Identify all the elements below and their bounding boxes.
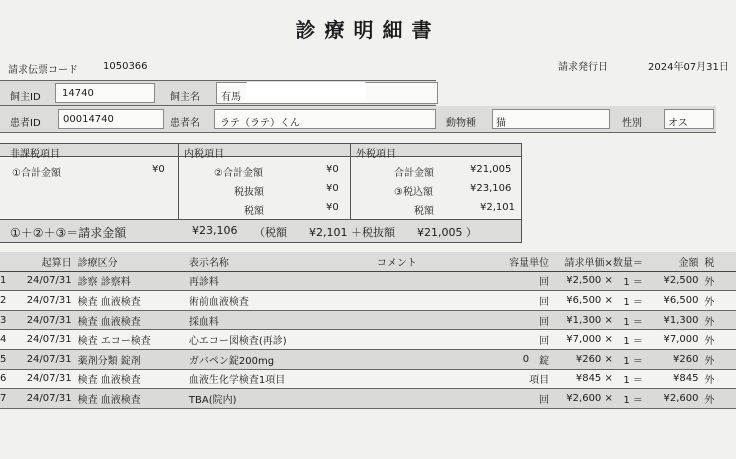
patient-id: 00014740 [63,114,114,125]
species-box [492,109,610,129]
sex: オス [668,118,688,129]
row-tax: 外 [698,330,714,350]
summary-tax-breakdown: （税額 ¥2,101 ＋税抜額 ¥21,005 ） [254,226,477,239]
inner-tax: ¥0 [326,202,339,213]
header-price: 請求単価× [549,252,613,271]
row-volume [438,310,529,330]
summary-amount: ¥23,106 [192,224,238,237]
row-price: ¥260 × [549,349,613,369]
outer-incl: ¥23,106 [470,183,512,194]
species-label: 動物種 [446,118,476,129]
inner-tax-header: 内税項目 [184,149,224,160]
row-category: 検査 血液検査 [72,389,189,409]
row-price: ¥6,500 × [549,291,613,311]
items-table [0,252,736,409]
row-name: TBA(院内) [189,389,439,409]
row-amount: ¥2,600 [643,389,699,409]
nontax-total: ¥0 [152,164,165,175]
row-price: ¥2,600 × [549,389,613,409]
redacted-owner-name [246,82,366,101]
row-no: 2 [0,291,24,311]
row-tax: 外 [698,349,714,369]
row-qty: 1 ＝ [613,349,643,369]
row-name: 血液生化学検査1項目 [189,369,439,389]
row-qty: 1 ＝ [613,369,643,389]
nontax-total-label: ①合計金額 [12,168,61,179]
row-tax: 外 [698,389,714,409]
row-qty: 1 ＝ [613,310,643,330]
row-category: 薬剤分類 錠剤 [72,349,189,369]
table-row [0,389,736,409]
row-date: 24/07/31 [24,330,72,350]
owner-id-label: 飼主ID [10,92,41,103]
row-price: ¥1,300 × [549,310,613,330]
row-date: 24/07/31 [24,271,72,291]
row-price: ¥2,500 × [549,271,613,291]
row-category: 検査 エコー検査 [72,330,189,350]
row-amount: ¥6,500 [643,291,699,311]
header-tax: 税 [698,252,714,271]
table-row [0,349,736,369]
row-category: 診察 診察料 [72,271,189,291]
row-category: 検査 血液検査 [72,310,189,330]
outer-tax-header: 外税項目 [356,149,396,160]
inner-total-label: ②合計金額 [214,168,263,179]
summary-label: ①＋②＋③＝請求金額 [10,226,127,240]
document-title: 診療明細書 [295,18,441,42]
header-name: 表示名称 コメント [189,252,439,271]
row-qty: 1 ＝ [613,389,643,409]
row-tax: 外 [698,310,714,330]
row-unit: 回 [529,271,549,291]
row-tax: 外 [698,291,714,311]
row-unit: 錠 [529,349,549,369]
tax-divider-1 [178,143,179,219]
outer-total: ¥21,005 [470,164,512,175]
row-tax: 外 [698,369,714,389]
items-header-row [0,252,736,271]
header-qty: 数量＝ [613,252,643,271]
row-unit: 回 [529,310,549,330]
row-amount: ¥7,000 [643,330,699,350]
row-category: 検査 血液検査 [72,369,189,389]
header-category: 診療区分 [72,252,189,271]
outer-total-label: 合計金額 [394,168,434,179]
tax-divider-2 [350,143,351,219]
row-amount: ¥1,300 [643,310,699,330]
row-name: 採血料 [189,310,439,330]
row-name: 心エコー図検査(再診) [189,330,439,350]
tax-header-row [0,144,521,157]
issue-date: 2024年07月31日 [648,62,729,73]
patient-name: ラテ（ラテ）くん [220,118,300,129]
row-qty: 1 ＝ [613,291,643,311]
row-date: 24/07/31 [24,389,72,409]
row-volume [438,330,529,350]
outer-tax-label: 税額 [414,206,434,217]
header-unit: 容量単位 [438,252,549,271]
outer-incl-label: ③税込額 [394,187,433,198]
row-unit: 回 [529,291,549,311]
row-no: 5 [0,349,24,369]
row-date: 24/07/31 [24,349,72,369]
nontax-header: 非課税項目 [10,149,60,160]
header-comment: コメント [376,257,417,269]
row-name: 術前血液検査 [189,291,439,311]
outer-tax: ¥2,101 [480,202,515,213]
invoice-code-label: 請求伝票コード [8,65,78,76]
row-volume [438,271,529,291]
row-volume: 0 [438,349,529,369]
row-qty: 1 ＝ [613,271,643,291]
inner-tax-label: 税額 [244,206,264,217]
row-volume [438,291,529,311]
owner-name-label: 飼主名 [170,92,200,103]
table-row [0,310,736,330]
row-no: 7 [0,389,24,409]
row-name: 再診料 [189,271,439,291]
header-date: 起算日 [24,252,72,271]
issue-date-label: 請求発行日 [558,62,608,73]
row-volume [438,369,529,389]
inner-total: ¥0 [326,164,339,175]
row-amount: ¥2,500 [643,271,699,291]
row-no: 4 [0,330,24,350]
row-amount: ¥845 [643,369,699,389]
row-no: 3 [0,310,24,330]
patient-id-label: 患者ID [10,118,41,129]
inner-excl: ¥0 [326,183,339,194]
row-name: ガバペン錠200mg [189,349,439,369]
row-price: ¥7,000 × [549,330,613,350]
owner-name: 有馬 [221,92,241,103]
table-row [0,369,736,389]
row-unit: 項目 [529,369,549,389]
row-date: 24/07/31 [24,310,72,330]
species: 猫 [496,118,506,129]
table-row [0,330,736,350]
row-amount: ¥260 [643,349,699,369]
header-amount: 金額 [643,252,699,271]
inner-excl-label: 税抜額 [234,187,264,198]
row-no: 6 [0,369,24,389]
row-date: 24/07/31 [24,291,72,311]
row-category: 検査 血液検査 [72,291,189,311]
table-row [0,271,736,291]
row-unit: 回 [529,330,549,350]
owner-id: 14740 [62,88,94,99]
row-price: ¥845 × [549,369,613,389]
table-row [0,291,736,311]
row-unit: 回 [529,389,549,409]
row-no: 1 [0,271,24,291]
sex-label: 性別 [622,118,642,129]
row-volume [438,389,529,409]
invoice-code: 1050366 [103,61,148,72]
row-date: 24/07/31 [24,369,72,389]
row-tax: 外 [698,271,714,291]
patient-name-label: 患者名 [170,118,200,129]
row-qty: 1 ＝ [613,330,643,350]
